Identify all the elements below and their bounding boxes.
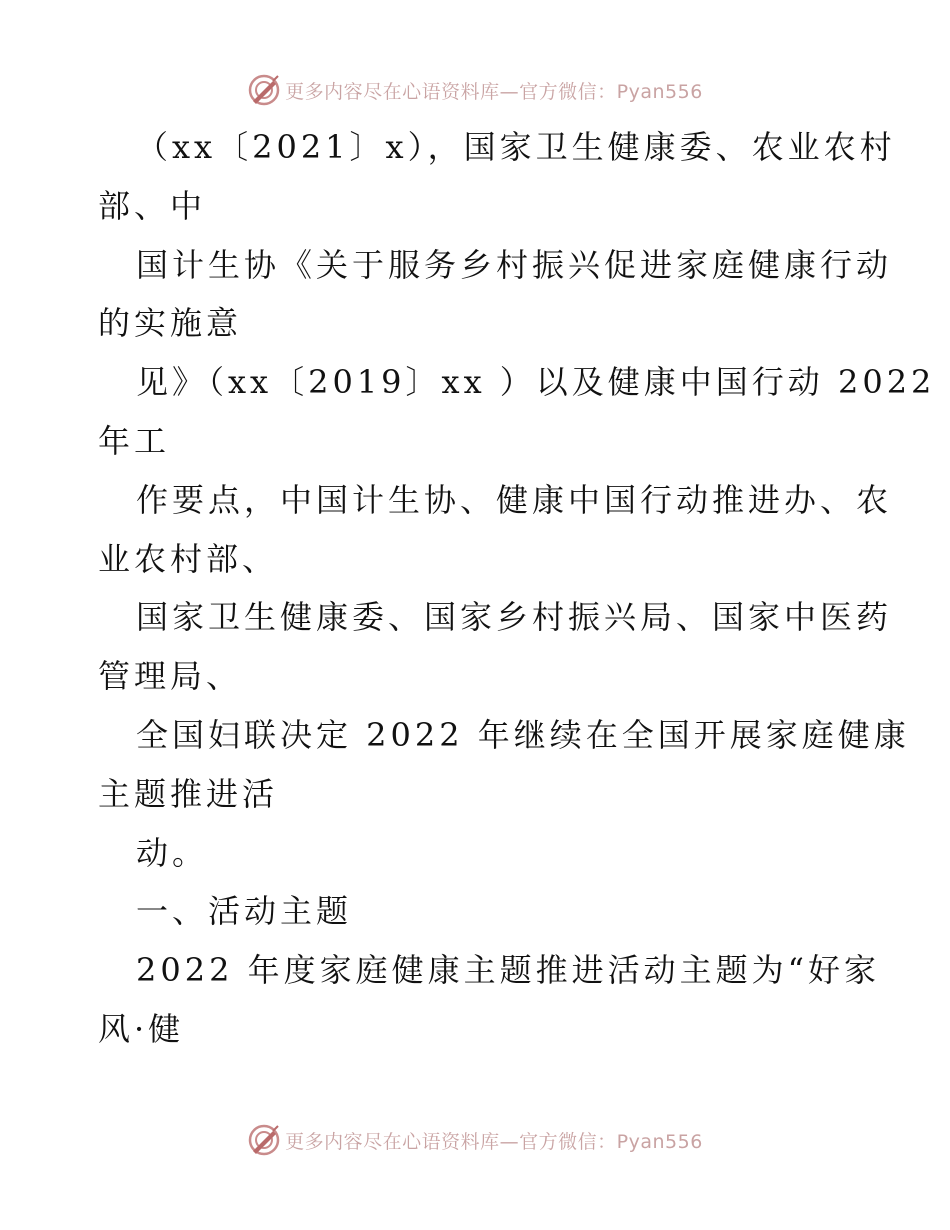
section-heading: 一、活动主题: [136, 892, 353, 931]
text-line: 全国妇联决定 2022 年继续在全国开展家庭健康: [136, 715, 910, 754]
text-line: 国家卫生健康委、国家乡村振兴局、国家中医药: [136, 598, 893, 637]
pen-logo-icon: [247, 1123, 281, 1157]
text-line: 的实施意: [98, 304, 243, 343]
text-line: 动。: [136, 833, 209, 872]
text-line: 年工: [98, 421, 171, 460]
watermark-text: 更多内容尽在心语资料库—官方微信：Pyan556: [285, 1130, 703, 1153]
header-watermark: [0, 70, 950, 110]
text-line: 管理局、: [98, 657, 243, 696]
text-line: 风·健: [98, 1009, 185, 1048]
watermark-text: 更多内容尽在心语资料库—官方微信：Pyan556: [285, 80, 703, 103]
text-line: 国计生协《关于服务乡村振兴促进家庭健康行动: [136, 245, 893, 284]
text-line: 业农村部、: [98, 539, 279, 578]
text-line: 主题推进活: [98, 774, 279, 813]
pen-logo-icon: [247, 73, 281, 107]
footer-watermark: [0, 1120, 950, 1160]
text-line: 见》（xx〔2019〕xx ）以及健康中国行动 2022: [136, 363, 936, 402]
text-line: 部、中: [98, 186, 207, 225]
document-body: [98, 118, 936, 1059]
text-line: （xx〔2021〕x），国家卫生健康委、农业农村: [136, 128, 896, 166]
text-line: 作要点，中国计生协、健康中国行动推进办、农: [136, 480, 893, 519]
text-line: 2022 年度家庭健康主题推进活动主题为“好家: [136, 951, 880, 990]
